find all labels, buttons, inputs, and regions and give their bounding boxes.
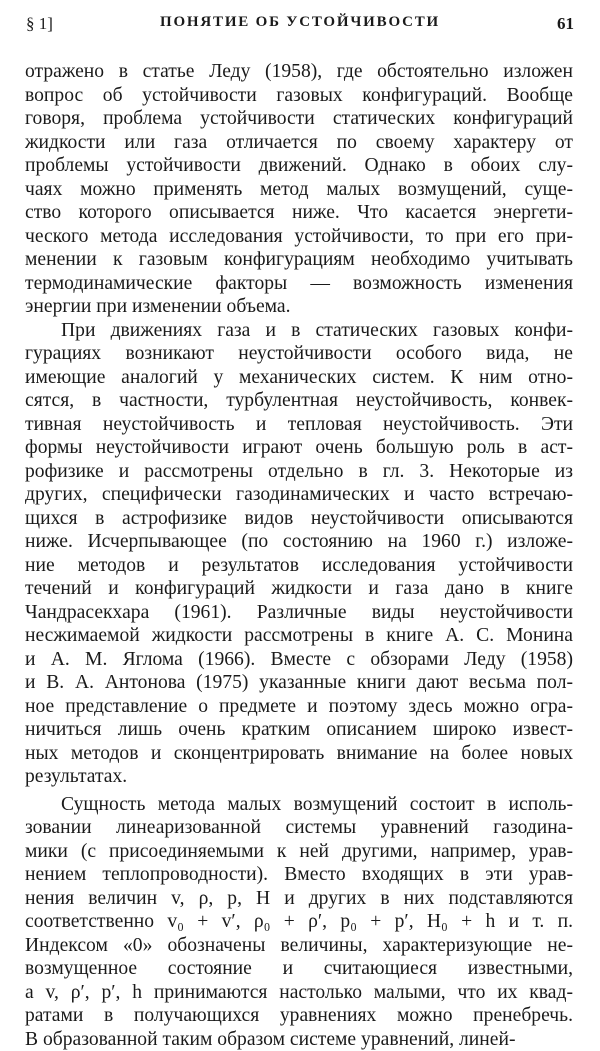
text-line: щихся в астрофизике видов неустойчивости описываются bbox=[25, 507, 573, 531]
text-line: менении к газовым конфигурациям необходимо учитывать bbox=[25, 248, 573, 272]
text-line: При движениях газа и в статических газовых конфи- bbox=[25, 319, 573, 343]
text-line: и В. А. Антонова (1975) указанные книги дают весьма пол- bbox=[25, 671, 573, 695]
text-line: гурациях возникают неустойчивости особого вида, не bbox=[25, 342, 573, 366]
text-line: вопрос об устойчивости газовых конфигураций. Вообще bbox=[25, 84, 573, 108]
section-number: § 1] bbox=[26, 14, 53, 34]
text-line: Сущность метода малых возмущений состоит в исполь- bbox=[25, 793, 573, 817]
text-line: ратами в получающихся уравнениях можно пренебречь. bbox=[25, 1004, 573, 1028]
paragraph-2 bbox=[25, 319, 573, 789]
paragraph-3 bbox=[25, 793, 573, 1051]
text-line: зовании линеаризованной системы уравнений газодина- bbox=[25, 816, 573, 840]
text-line: говоря, проблема устойчивости статических конфигураций bbox=[25, 107, 573, 131]
text-line: ное представление о предмете и поэтому здесь можно огра- bbox=[25, 695, 573, 719]
text-line: имеющие аналогий у механических систем. К ним отно- bbox=[25, 366, 573, 390]
text-line: нением теплопроводности). Вместо входящих в эти урав- bbox=[25, 863, 573, 887]
text-line: отражено в статье Леду (1958), где обстоятельно изложен bbox=[25, 60, 573, 84]
text-line: Чандрасекхара (1961). Различные виды неустойчивости bbox=[25, 601, 573, 625]
running-header bbox=[26, 14, 574, 40]
text-line: термодинамические факторы — возможность изменения bbox=[25, 272, 573, 296]
text-line: жидкости или газа отличается по своему характеру от bbox=[25, 131, 573, 155]
text-line: ство которого описывается ниже. Что касается энергети- bbox=[25, 201, 573, 225]
text-line: несжимаемой жидкости рассмотрены в книге А. С. Монина bbox=[25, 624, 573, 648]
text-line: Индексом «0» обозначены величины, характеризующие не- bbox=[25, 934, 573, 958]
text-line: соответственно v₀ + v′, ρ₀ + ρ′, p₀ + p′, H₀ + h и т. п. bbox=[25, 910, 573, 934]
page-number: 61 bbox=[557, 14, 574, 34]
text-line: В образованной таким образом системе уравнений, линей- bbox=[25, 1028, 573, 1051]
text-line: чаях можно применять метод малых возмущений, суще- bbox=[25, 178, 573, 202]
text-line: рофизике и рассмотрены отдельно в гл. 3. Некоторые из bbox=[25, 460, 573, 484]
text-line: течений и конфигураций жидкости и газа дано в книге bbox=[25, 577, 573, 601]
paragraph-1 bbox=[25, 60, 573, 319]
text-line: ниже. Исчерпывающее (по состоянию на 1960 г.) изложе- bbox=[25, 530, 573, 554]
text-line: и А. М. Яглома (1966). Вместе с обзорами Леду (1958) bbox=[25, 648, 573, 672]
text-line: ничиться лишь очень кратким описанием широко извест- bbox=[25, 718, 573, 742]
text-line: энергии при изменении объема. bbox=[25, 295, 573, 319]
text-line: ных методов и сконцентрировать внимание на более новых bbox=[25, 742, 573, 766]
text-line: а v, ρ′, p′, h принимаются настолько малыми, что их квад- bbox=[25, 981, 573, 1005]
text-line: ние методов и результатов исследования устойчивости bbox=[25, 554, 573, 578]
text-line: мики (с присоединяемыми к ней другими, например, урав- bbox=[25, 840, 573, 864]
text-line: нения величин v, ρ, p, H и других в них подставляются bbox=[25, 887, 573, 911]
text-line: других, специфически газодинамических и часто встречаю- bbox=[25, 483, 573, 507]
text-line: возмущенное состояние и считающиеся известными, bbox=[25, 957, 573, 981]
text-line: сятся, в частности, турбулентная неустойчивость, конвек- bbox=[25, 389, 573, 413]
text-line: формы неустойчивости играют очень большую роль в аст- bbox=[25, 436, 573, 460]
text-line: ческого метода исследования устойчивости, то при его при- bbox=[25, 225, 573, 249]
page-body bbox=[25, 60, 573, 1051]
text-line: проблемы устойчивости движений. Однако в обоих слу- bbox=[25, 154, 573, 178]
running-title: ПОНЯТИЕ ОБ УСТОЙЧИВОСТИ bbox=[26, 14, 574, 31]
text-line: результатах. bbox=[25, 765, 573, 789]
text-line: тивная неустойчивость и тепловая неустойчивость. Эти bbox=[25, 413, 573, 437]
